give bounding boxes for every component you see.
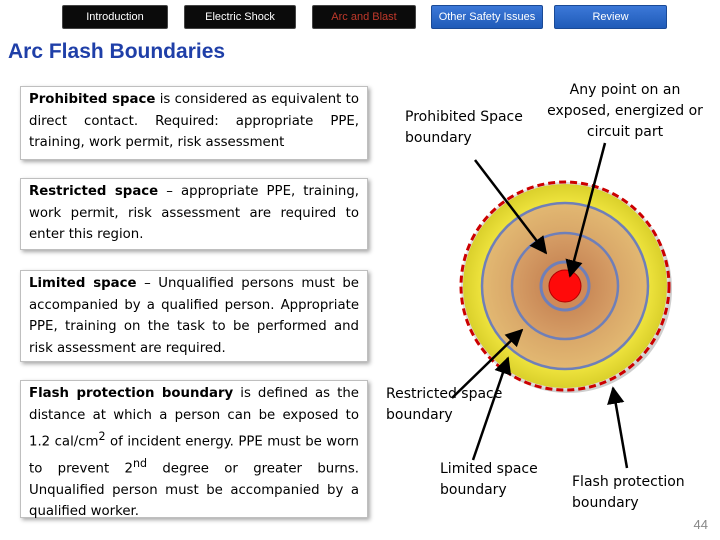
page-title: Arc Flash Boundaries — [8, 40, 226, 63]
flash-protection-text-3: degree or greater burns. Unqualified person must be accompanied by a qualified worker. — [29, 461, 360, 520]
tab-arc-and-blast[interactable]: Arc and Blast — [312, 5, 416, 29]
prohibited-space-text: is considered as equivalent to direct contact. Required: appropriate PPE, training, work permit, risk assessment — [29, 92, 359, 150]
flash-protection-text-2: of incident energy. PPE must be worn to prevent 2 — [29, 434, 359, 477]
flash-boundary-callout: Flash protection boundary — [572, 474, 685, 511]
restricted-space-text: – appropriate PPE, training, work permit, risk assessment are required to enter this region. — [29, 184, 359, 242]
energized-part-callout: Any point on an exposed, energized or circuit part — [547, 82, 703, 140]
prohibited-boundary-callout: Prohibited Space boundary — [405, 109, 523, 146]
superscript-nd: nd — [132, 456, 148, 470]
limited-boundary-callout: Limited space boundary — [440, 461, 538, 498]
tab-review[interactable]: Review — [554, 5, 667, 29]
prohibited-space-term: Prohibited space — [29, 92, 156, 107]
flash-protection-term: Flash protection boundary — [29, 386, 234, 401]
tab-introduction[interactable]: Introduction — [62, 5, 168, 29]
restricted-space-term: Restricted space — [29, 184, 159, 199]
flash-boundary-arrow — [613, 388, 627, 468]
tab-electric-shock[interactable]: Electric Shock — [184, 5, 296, 29]
restricted-boundary-callout: Restricted space boundary — [386, 386, 503, 423]
tab-other-safety-issues[interactable]: Other Safety Issues — [431, 5, 543, 29]
superscript-2: 2 — [98, 430, 106, 443]
flash-protection-text-1: is defined as the distance at which a person can be exposed to 1.2 cal/cm — [29, 386, 359, 450]
limited-space-term: Limited space — [29, 276, 137, 291]
limited-space-text: – Unqualified persons must be accompanied by a qualified person. Appropriate PPE, training on the task to be performed and risk assessment are required. — [29, 276, 359, 356]
energized-part-core — [549, 270, 581, 302]
page-number: 44 — [693, 517, 708, 532]
